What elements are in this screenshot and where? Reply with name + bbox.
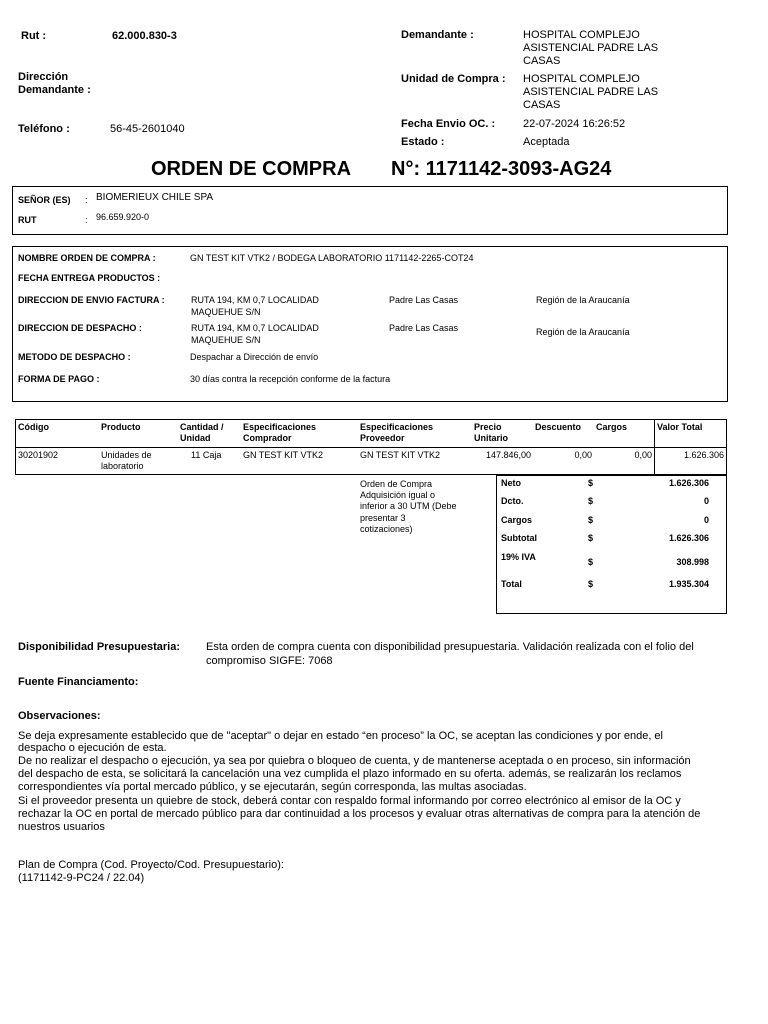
col-descuento: Descuento [535, 422, 582, 432]
page-title: ORDEN DE COMPRA [151, 158, 352, 180]
disponibilidad-value-1: Esta orden de compra cuenta con disponibilidad presupuestaria. Validación realizada con el folio del [206, 641, 694, 653]
neto-value: 1.626.306 [668, 478, 709, 488]
nombre-oc-value: GN TEST KIT VTK2 / BODEGA LABORATORIO 1171142-2265-COT24 [190, 253, 474, 263]
pago-value: 30 días contra la recepción conforme de la factura [190, 374, 391, 384]
despacho-value-1: RUTA 194, KM 0,7 LOCALIDAD [191, 323, 319, 333]
pago-label: FORMA DE PAGO : [18, 374, 100, 384]
nota-oc-1: Orden de Compra [360, 479, 433, 489]
telefono-value: 56-45-2601040 [110, 123, 185, 135]
metodo-label: METODO DE DESPACHO : [18, 352, 131, 362]
despacho-value-2: MAQUEHUE S/N [191, 335, 261, 345]
col-cargos: Cargos [596, 422, 628, 432]
col-esp-comp-2: Comprador [243, 433, 292, 443]
col-esp-comp-1: Especificaciones [243, 422, 317, 432]
obs-line-3: De no realizar el despacho o ejecución, ya sea por quiebra o bloqueo de cuenta, y de mantenerse aceptada o en proceso, sin información [18, 755, 691, 767]
cargos-currency: $ [588, 515, 594, 525]
observaciones-label: Observaciones: [18, 710, 101, 722]
row-descuento: 0,00 [574, 450, 592, 460]
subtotal-currency: $ [588, 533, 594, 543]
row-precio: 147.846,00 [485, 450, 531, 460]
obs-line-4: del despacho de esta, se solicitará la cancelación una vez cumplida el plazo informado en su oferta. además, se realizarán los reclamos [18, 768, 682, 780]
obs-line-1: Se deja expresamente establecido que de "aceptar" o dejar en estado “en proceso” la OC, se aceptan las condiciones y por ende, el [18, 730, 663, 742]
metodo-value: Despachar a Dirección de envío [190, 352, 319, 362]
plan-compra-2: (1171142-9-PC24 / 22.04) [18, 872, 145, 884]
cargos-label: Cargos [501, 515, 533, 525]
fecha-label: Fecha Envio OC. : [401, 118, 496, 130]
despacho-region: Región de la Araucanía [536, 327, 630, 337]
cargos-value: 0 [703, 515, 709, 525]
estado-value: Aceptada [523, 136, 570, 148]
col-precio-2: Unitario [474, 433, 509, 443]
supplier-rut-sep: : [85, 215, 88, 225]
dcto-value: 0 [703, 496, 709, 506]
fuente-label: Fuente Financiamento: [18, 676, 139, 688]
supplier-rut-label: RUT [18, 215, 37, 225]
supplier-rut: 96.659.920-0 [96, 212, 150, 222]
demandante-value-3: CASAS [523, 55, 561, 67]
envio-factura-value-1: RUTA 194, KM 0,7 LOCALIDAD [191, 295, 319, 305]
rut-label: Rut : [21, 30, 47, 42]
fecha-entrega-label: FECHA ENTREGA PRODUCTOS : [18, 273, 161, 283]
row-esp-prov: GN TEST KIT VTK2 [360, 450, 441, 460]
envio-factura-region: Región de la Araucanía [536, 295, 630, 305]
demandante-value-1: HOSPITAL COMPLEJO [523, 29, 640, 41]
nota-oc-2: Adquisición igual o [360, 490, 436, 500]
subtotal-value: 1.626.306 [668, 533, 709, 543]
row-producto-1: Unidades de [101, 450, 152, 460]
unidad-value-1: HOSPITAL COMPLEJO [523, 73, 640, 85]
total-label: Total [501, 579, 522, 589]
estado-label: Estado : [401, 136, 445, 148]
col-valor-total: Valor Total [657, 422, 703, 432]
unidad-value-2: ASISTENCIAL PADRE LAS [523, 86, 659, 98]
total-currency: $ [588, 579, 594, 589]
col-codigo: Código [18, 422, 49, 432]
row-cantidad: 11 Caja [191, 450, 222, 460]
dcto-label: Dcto. [501, 496, 524, 506]
iva-value: 308.998 [676, 557, 709, 567]
col-cantidad-2: Unidad [180, 433, 211, 443]
demandante-value-2: ASISTENCIAL PADRE LAS [523, 42, 659, 54]
nota-oc-3: inferior a 30 UTM (Debe [360, 501, 457, 511]
senor-label: SEÑOR (ES) [18, 195, 71, 205]
obs-line-8: nuestros usuarios [18, 821, 105, 833]
obs-line-6: Si el proveedor presenta un quiebre de stock, deberá contar con respaldo formal informando por correo electrónico al emisor de la OC y [18, 795, 681, 807]
nota-oc-5: cotizaciones) [360, 524, 413, 534]
row-esp-comp: GN TEST KIT VTK2 [243, 450, 324, 460]
telefono-label: Teléfono : [18, 123, 70, 135]
order-number: N°: 1171142-3093-AG24 [391, 158, 612, 180]
iva-label: 19% IVA [501, 552, 536, 562]
neto-currency: $ [588, 478, 594, 488]
envio-factura-comuna: Padre Las Casas [389, 295, 459, 305]
iva-currency: $ [588, 557, 594, 567]
demandante-label: Demandante : [401, 29, 474, 41]
col-producto: Producto [101, 422, 141, 432]
supplier-name: BIOMERIEUX CHILE SPA [96, 192, 214, 203]
row-valor-total: 1.626.306 [683, 450, 724, 460]
disponibilidad-label: Disponibilidad Presupuestaria: [18, 641, 180, 653]
table-col-divider [654, 419, 655, 475]
envio-factura-value-2: MAQUEHUE S/N [191, 307, 261, 317]
direccion-label-1: Dirección [18, 71, 69, 83]
subtotal-label: Subtotal [501, 533, 537, 543]
nota-oc-4: presentar 3 [360, 513, 406, 523]
senor-sep: : [85, 195, 88, 205]
col-esp-prov-1: Especificaciones [360, 422, 434, 432]
row-cargos: 0,00 [634, 450, 652, 460]
table-header-divider [15, 447, 727, 448]
total-value: 1.935.304 [668, 579, 709, 589]
rut-value: 62.000.830-3 [112, 30, 177, 42]
nombre-oc-label: NOMBRE ORDEN DE COMPRA : [18, 253, 156, 263]
obs-line-7: rechazar la OC en portal de mercado público para dar continuidad a los procesos y evaluar otras alternativas de compra para la atención de [18, 808, 701, 820]
unidad-label: Unidad de Compra : [401, 73, 506, 85]
obs-line-5: correspondientes vía portal mercado público, y se ejecutarán, según corresponda, las multas asociadas. [18, 781, 527, 793]
row-codigo: 30201902 [18, 450, 59, 460]
direccion-label-2: Demandante : [18, 84, 91, 96]
col-precio-1: Precio [474, 422, 502, 432]
despacho-comuna: Padre Las Casas [389, 323, 459, 333]
obs-line-2: despacho o ejecución de esta. [18, 742, 167, 754]
disponibilidad-value-2: compromiso SIGFE: 7068 [206, 655, 333, 667]
neto-label: Neto [501, 478, 521, 488]
envio-factura-label: DIRECCION DE ENVIO FACTURA : [18, 295, 165, 305]
dcto-currency: $ [588, 496, 594, 506]
col-cantidad-1: Cantidad / [180, 422, 224, 432]
row-producto-2: laboratorio [101, 461, 144, 471]
fecha-value: 22-07-2024 16:26:52 [523, 118, 626, 130]
despacho-label: DIRECCION DE DESPACHO : [18, 323, 142, 333]
plan-compra-1: Plan de Compra (Cod. Proyecto/Cod. Presupuestario): [18, 859, 284, 871]
col-esp-prov-2: Proveedor [360, 433, 405, 443]
unidad-value-3: CASAS [523, 99, 561, 111]
